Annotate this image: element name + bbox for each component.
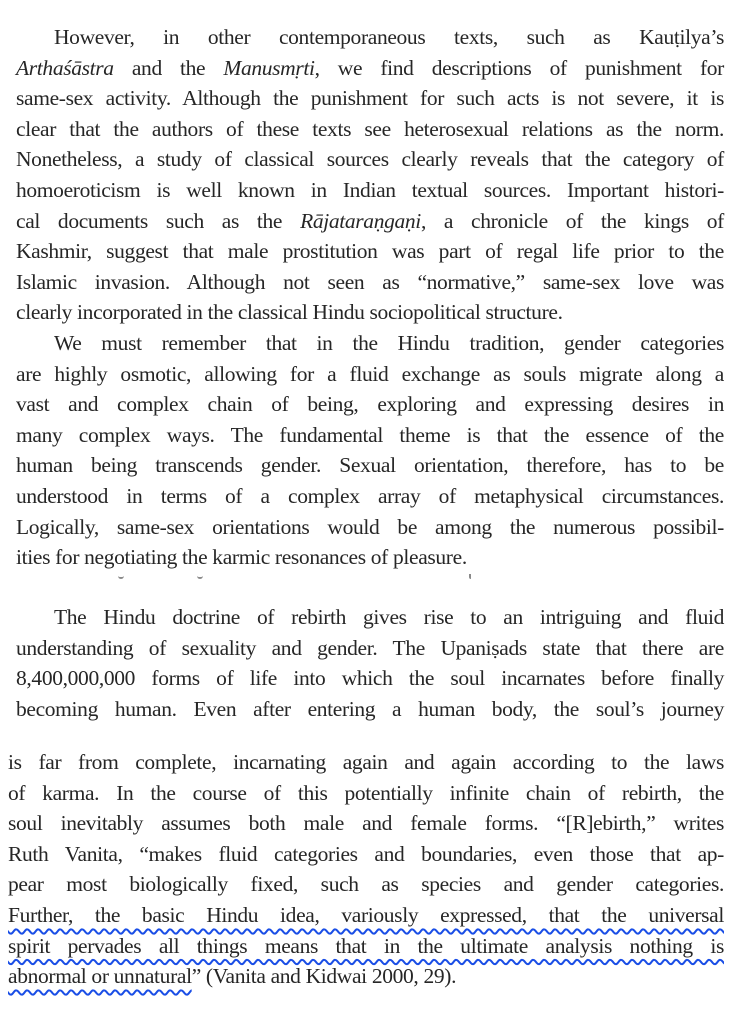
- wavy-underline-annotation[interactable]: abnormal or unnatural: [8, 964, 192, 989]
- text-line: human being transcends gender. Sexual orientation, therefore, has to be: [16, 453, 724, 478]
- descender-fragment: [197, 574, 203, 579]
- text-block-middle: [16, 602, 724, 724]
- text-line: [8, 961, 724, 992]
- citation: ” (Vanita and Kidwai 2000, 29).: [191, 964, 457, 989]
- text-line: Islamic invasion. Although not seen as “normative,” same-sex love was: [16, 269, 724, 294]
- text-line: clearly incorporated in the classical Hindu sociopolitical structure.: [16, 300, 563, 325]
- text-line: Logically, same-sex orientations would be among the numerous possibil-: [16, 514, 724, 539]
- text-line: 8,400,000,000 forms of life into which the soul incarnates before finally: [16, 666, 724, 691]
- text-line: understanding of sexuality and gender. The Upaniṣads state that there are: [16, 635, 724, 660]
- text-line: are highly osmotic, allowing for a fluid exchange as souls migrate along a: [16, 361, 724, 386]
- text-line: homoeroticism is well known in Indian textual sources. Important histori-: [16, 177, 724, 202]
- text-line: pear most biologically fixed, such as species and gender categories.: [8, 872, 724, 897]
- paragraph-3: [16, 602, 724, 724]
- text-line: of karma. In the course of this potentially infinite chain of rebirth, the: [8, 780, 724, 805]
- text-line: many complex ways. The fundamental theme is that the essence of the: [16, 422, 724, 447]
- text-line: becoming human. Even after entering a human body, the soul’s journey: [16, 696, 724, 721]
- text-line: vast and complex chain of being, exploring and expressing desires in: [16, 392, 724, 417]
- highlighted-line[interactable]: [8, 900, 724, 931]
- paragraph-2: [16, 328, 724, 573]
- descender-fragment: [469, 574, 473, 579]
- text-block-top: [16, 22, 724, 573]
- text-fragment: cal documents such as the: [16, 208, 301, 233]
- text-fragment: , a chronicle of the kings of: [420, 208, 724, 233]
- text-fragment: and the: [113, 55, 224, 80]
- text-block-bottom: [8, 747, 724, 992]
- highlighted-line[interactable]: [8, 931, 724, 962]
- text-fragment: , we find descriptions of punishment for: [314, 55, 724, 80]
- paragraph-4: [8, 747, 724, 992]
- text-line: clear that the authors of these texts see heterosexual relations as the norm.: [16, 116, 724, 141]
- text-line: ities for negotiating the karmic resonances of pleasure.: [16, 545, 467, 570]
- italic-title-rajatarangani: Rājataraṇgaṇi: [300, 208, 421, 233]
- scan-artifact-descenders: [0, 574, 742, 582]
- text-line: same-sex activity. Although the punishment for such acts is not severe, it is: [16, 86, 724, 111]
- text-line: is far from complete, incarnating again and again according to the laws: [8, 750, 724, 774]
- wavy-underline-annotation[interactable]: spirit pervades all things means that in the ultimate analysis nothing is: [8, 933, 724, 958]
- text-line: Nonetheless, a study of classical sources clearly reveals that the category of: [16, 147, 724, 172]
- text-line: However, in other contemporaneous texts, such as Kauṭilya’s: [54, 25, 724, 49]
- italic-title-manusmrti: Manusmṛti: [223, 55, 315, 80]
- text-line: [16, 206, 724, 237]
- wavy-underline-annotation[interactable]: Further, the basic Hindu idea, variously expressed, that the universal: [8, 902, 724, 927]
- text-line: soul inevitably assumes both male and female forms. “[R]ebirth,” writes: [8, 811, 724, 836]
- text-line: understood in terms of a complex array of metaphysical circumstances.: [16, 483, 724, 508]
- descender-fragment: [118, 574, 124, 579]
- text-line: Kashmir, suggest that male prostitution was part of regal life prior to the: [16, 239, 724, 264]
- text-line: The Hindu doctrine of rebirth gives rise to an intriguing and fluid: [54, 605, 724, 629]
- text-line: [16, 53, 724, 84]
- paragraph-1: [16, 22, 724, 328]
- text-line: Ruth Vanita, “makes fluid categories and boundaries, even those that ap-: [8, 841, 724, 866]
- italic-title-arthasastra: Arthaśāstra: [16, 55, 114, 80]
- text-line: We must remember that in the Hindu tradition, gender categories: [54, 330, 724, 355]
